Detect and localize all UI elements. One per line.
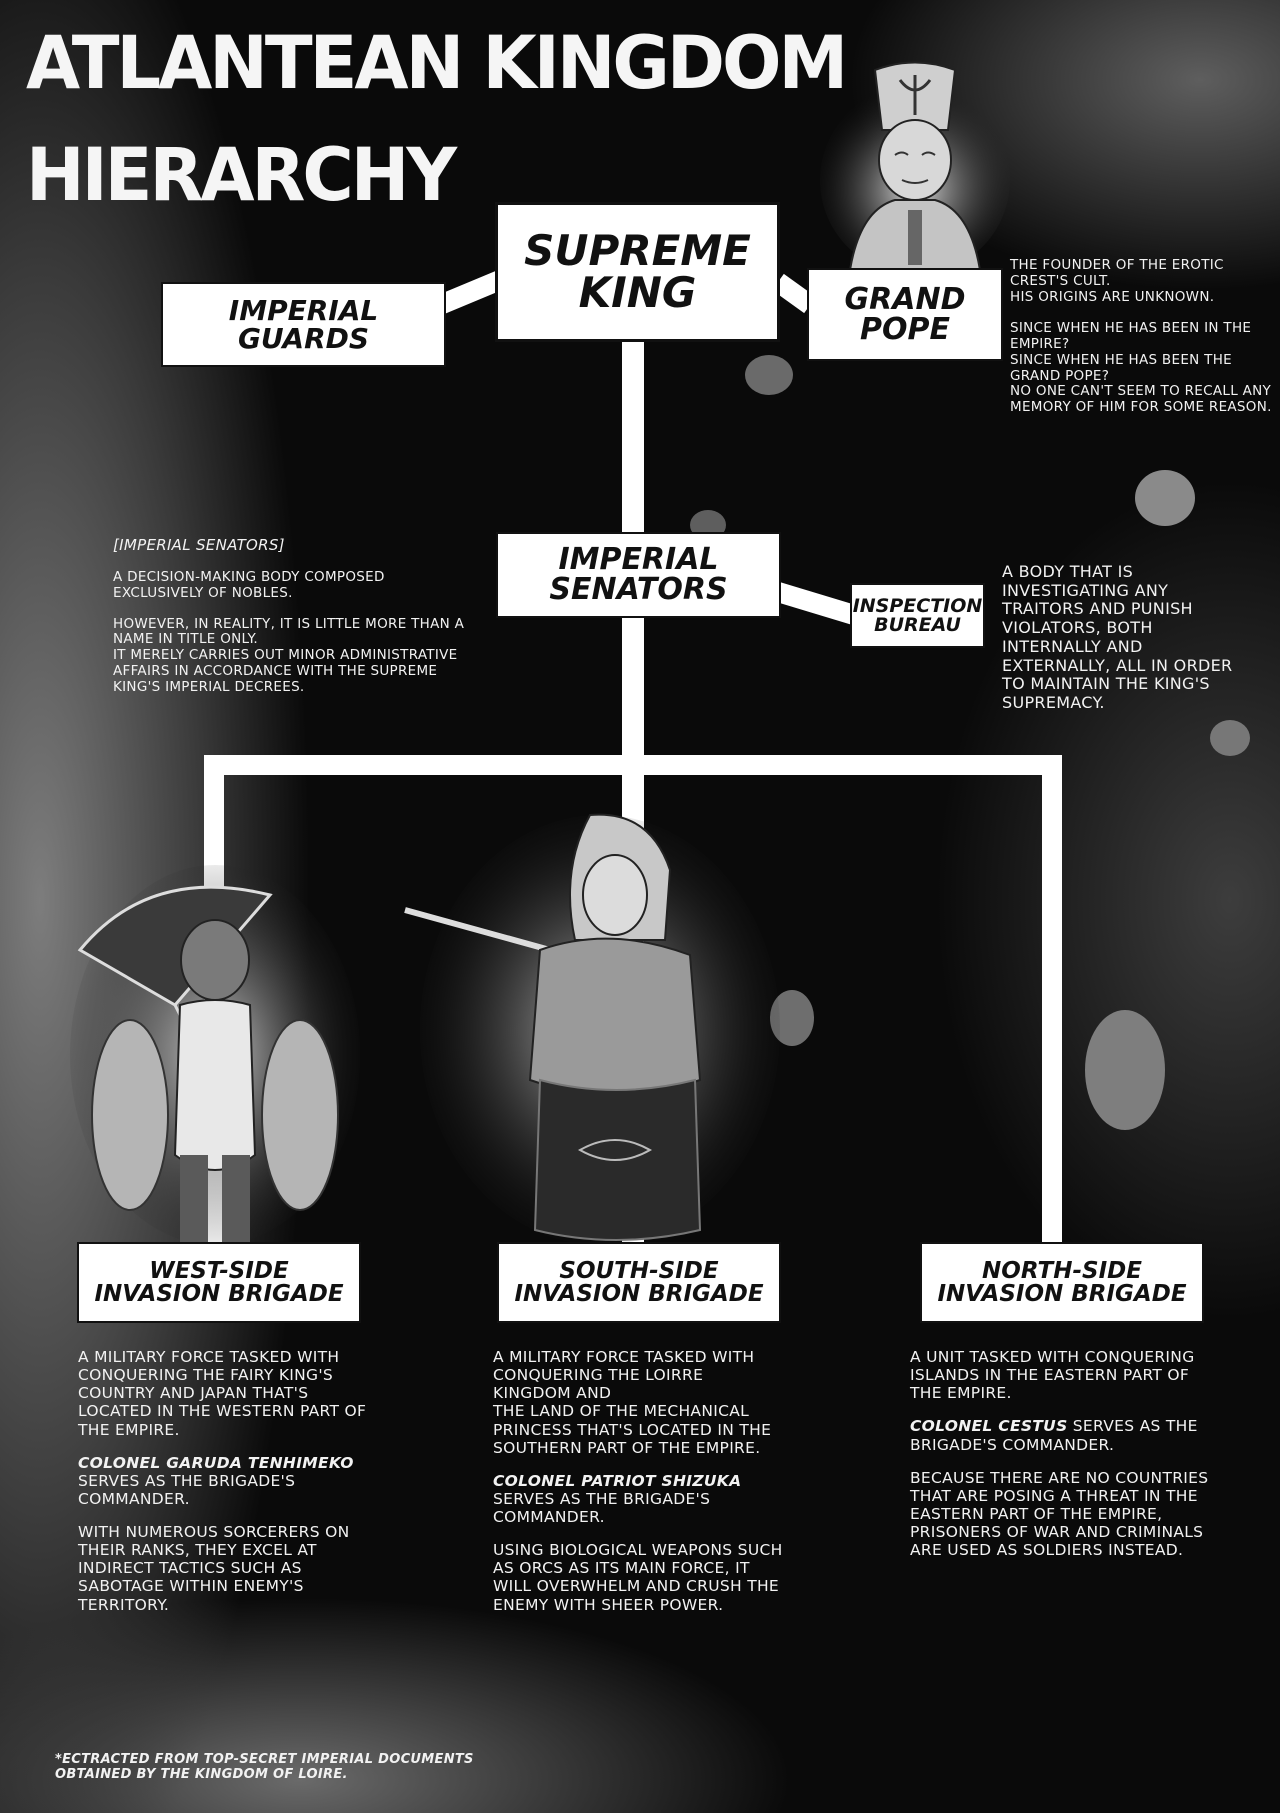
south-commander-name: COLONEL PATRIOT SHIZUKA xyxy=(493,1471,742,1490)
imperial-guards-node[interactable]: IMPERIAL GUARDS xyxy=(161,282,446,367)
north-desc-p2-rest: SERVES AS THE BRIGADE'S COMMANDER. xyxy=(910,1417,1198,1454)
page-title-line1: ATLANTEAN KINGDOM xyxy=(26,19,846,107)
north-desc-p1: A UNIT TASKED WITH CONQUERING ISLANDS IN THE EASTERN PART OF THE EMPIRE. xyxy=(910,1348,1195,1403)
west-desc-p2-rest: SERVES AS THE BRIGADE'S COMMANDER. xyxy=(78,1471,296,1508)
west-desc-p1: A MILITARY FORCE TASKED WITH CONQUERING THE FAIRY KING'S COUNTRY AND JAPAN THAT'S LOCATED IN THE WESTERN PART OF THE EMPIRE. xyxy=(78,1348,367,1439)
west-brigade-description xyxy=(78,1348,368,1629)
south-desc-p2 xyxy=(493,1472,783,1526)
west-brigade-node[interactable]: WEST-SIDE INVASION BRIGADE xyxy=(77,1242,361,1323)
west-commander-figure xyxy=(70,855,360,1245)
south-brigade-description xyxy=(493,1348,783,1629)
senators-description xyxy=(113,537,478,696)
pope-desc-line: SINCE WHEN HE HAS BEEN THE GRAND POPE? xyxy=(1010,351,1232,384)
south-commander-figure xyxy=(400,810,790,1245)
imperial-senators-node[interactable]: IMPERIAL SENATORS xyxy=(496,532,781,618)
guards-to-king-line xyxy=(440,280,500,305)
inspection-bureau-description: A BODY THAT IS INVESTIGATING ANY TRAITORS AND PUNISH VIOLATORS, BOTH INTERNALLY AND EXTERNALLY, ALL IN ORDER TO MAINTAIN THE KING'S SUPREMACY. xyxy=(1002,562,1233,713)
south-desc-p2-rest: SERVES AS THE BRIGADE'S COMMANDER. xyxy=(493,1489,711,1526)
north-desc-p3: BECAUSE THERE ARE NO COUNTRIES THAT ARE POSING A THREAT IN THE EASTERN PART OF THE EMPIRE, PRISONERS OF WAR AND CRIMINALS ARE USED AS SOLDIERS INSTEAD. xyxy=(910,1468,1209,1560)
south-desc-p1b: THE LAND OF THE MECHANICAL PRINCESS THAT'S LOCATED IN THE SOUTHERN PART OF THE EMPIRE. xyxy=(493,1402,772,1457)
footnote: *ECTRACTED FROM TOP-SECRET IMPERIAL DOCUMENTS OBTAINED BY THE KINGDOM OF LOIRE. xyxy=(55,1752,474,1783)
page-title-line2: HIERARCHY xyxy=(26,131,455,219)
supreme-king-node[interactable]: SUPREME KING xyxy=(495,202,780,342)
grand-pope-portrait xyxy=(820,60,1010,270)
north-brigade-node[interactable]: NORTH-SIDE INVASION BRIGADE xyxy=(920,1242,1204,1323)
north-commander-name: COLONEL CESTUS xyxy=(910,1417,1068,1436)
senators-heading: [IMPERIAL SENATORS] xyxy=(113,536,285,554)
pope-desc-line: SINCE WHEN HE HAS BEEN IN THE EMPIRE? xyxy=(1010,319,1252,352)
senators-to-bureau-line xyxy=(778,592,854,615)
north-desc-p2 xyxy=(910,1417,1210,1453)
west-commander-name: COLONEL GARUDA TENHIMEKO xyxy=(78,1453,354,1472)
grand-pope-node[interactable]: GRAND POPE xyxy=(807,268,1003,361)
senators-desc-p1: A DECISION-MAKING BODY COMPOSED EXCLUSIVELY OF NOBLES. xyxy=(113,568,385,601)
grand-pope-description xyxy=(1010,258,1275,416)
west-desc-p2 xyxy=(78,1454,368,1508)
south-brigade-node[interactable]: SOUTH-SIDE INVASION BRIGADE xyxy=(497,1242,781,1323)
south-desc-p3: USING BIOLOGICAL WEAPONS SUCH AS ORCS AS ITS MAIN FORCE, IT WILL OVERWHELM AND CRUSH THE ENEMY WITH SHEER POWER. xyxy=(493,1541,783,1614)
south-desc-p1a: A MILITARY FORCE TASKED WITH CONQUERING THE LOIRRE KINGDOM AND xyxy=(493,1348,755,1403)
senators-desc-p2: HOWEVER, IN REALITY, IT IS LITTLE MORE THAN A NAME IN TITLE ONLY. xyxy=(113,615,465,648)
king-to-pope-line xyxy=(778,282,810,305)
pope-desc-line: HIS ORIGINS ARE UNKNOWN. xyxy=(1010,288,1215,305)
inspection-bureau-node[interactable]: INSPECTION BUREAU xyxy=(850,583,985,648)
west-desc-p3: WITH NUMEROUS SORCERERS ON THEIR RANKS, THEY EXCEL AT INDIRECT TACTICS SUCH AS SABOTAGE WITHIN ENEMY'S TERRITORY. xyxy=(78,1523,350,1614)
pope-desc-line: NO ONE CAN'T SEEM TO RECALL ANY MEMORY OF HIM FOR SOME REASON. xyxy=(1010,383,1272,416)
senators-desc-p3: IT MERELY CARRIES OUT MINOR ADMINISTRATIVE AFFAIRS IN ACCORDANCE WITH THE SUPREME KING'S IMPERIAL DECREES. xyxy=(113,647,458,696)
pope-desc-line: THE FOUNDER OF THE EROTIC CREST'S CULT. xyxy=(1010,257,1224,289)
north-brigade-description xyxy=(910,1348,1210,1574)
